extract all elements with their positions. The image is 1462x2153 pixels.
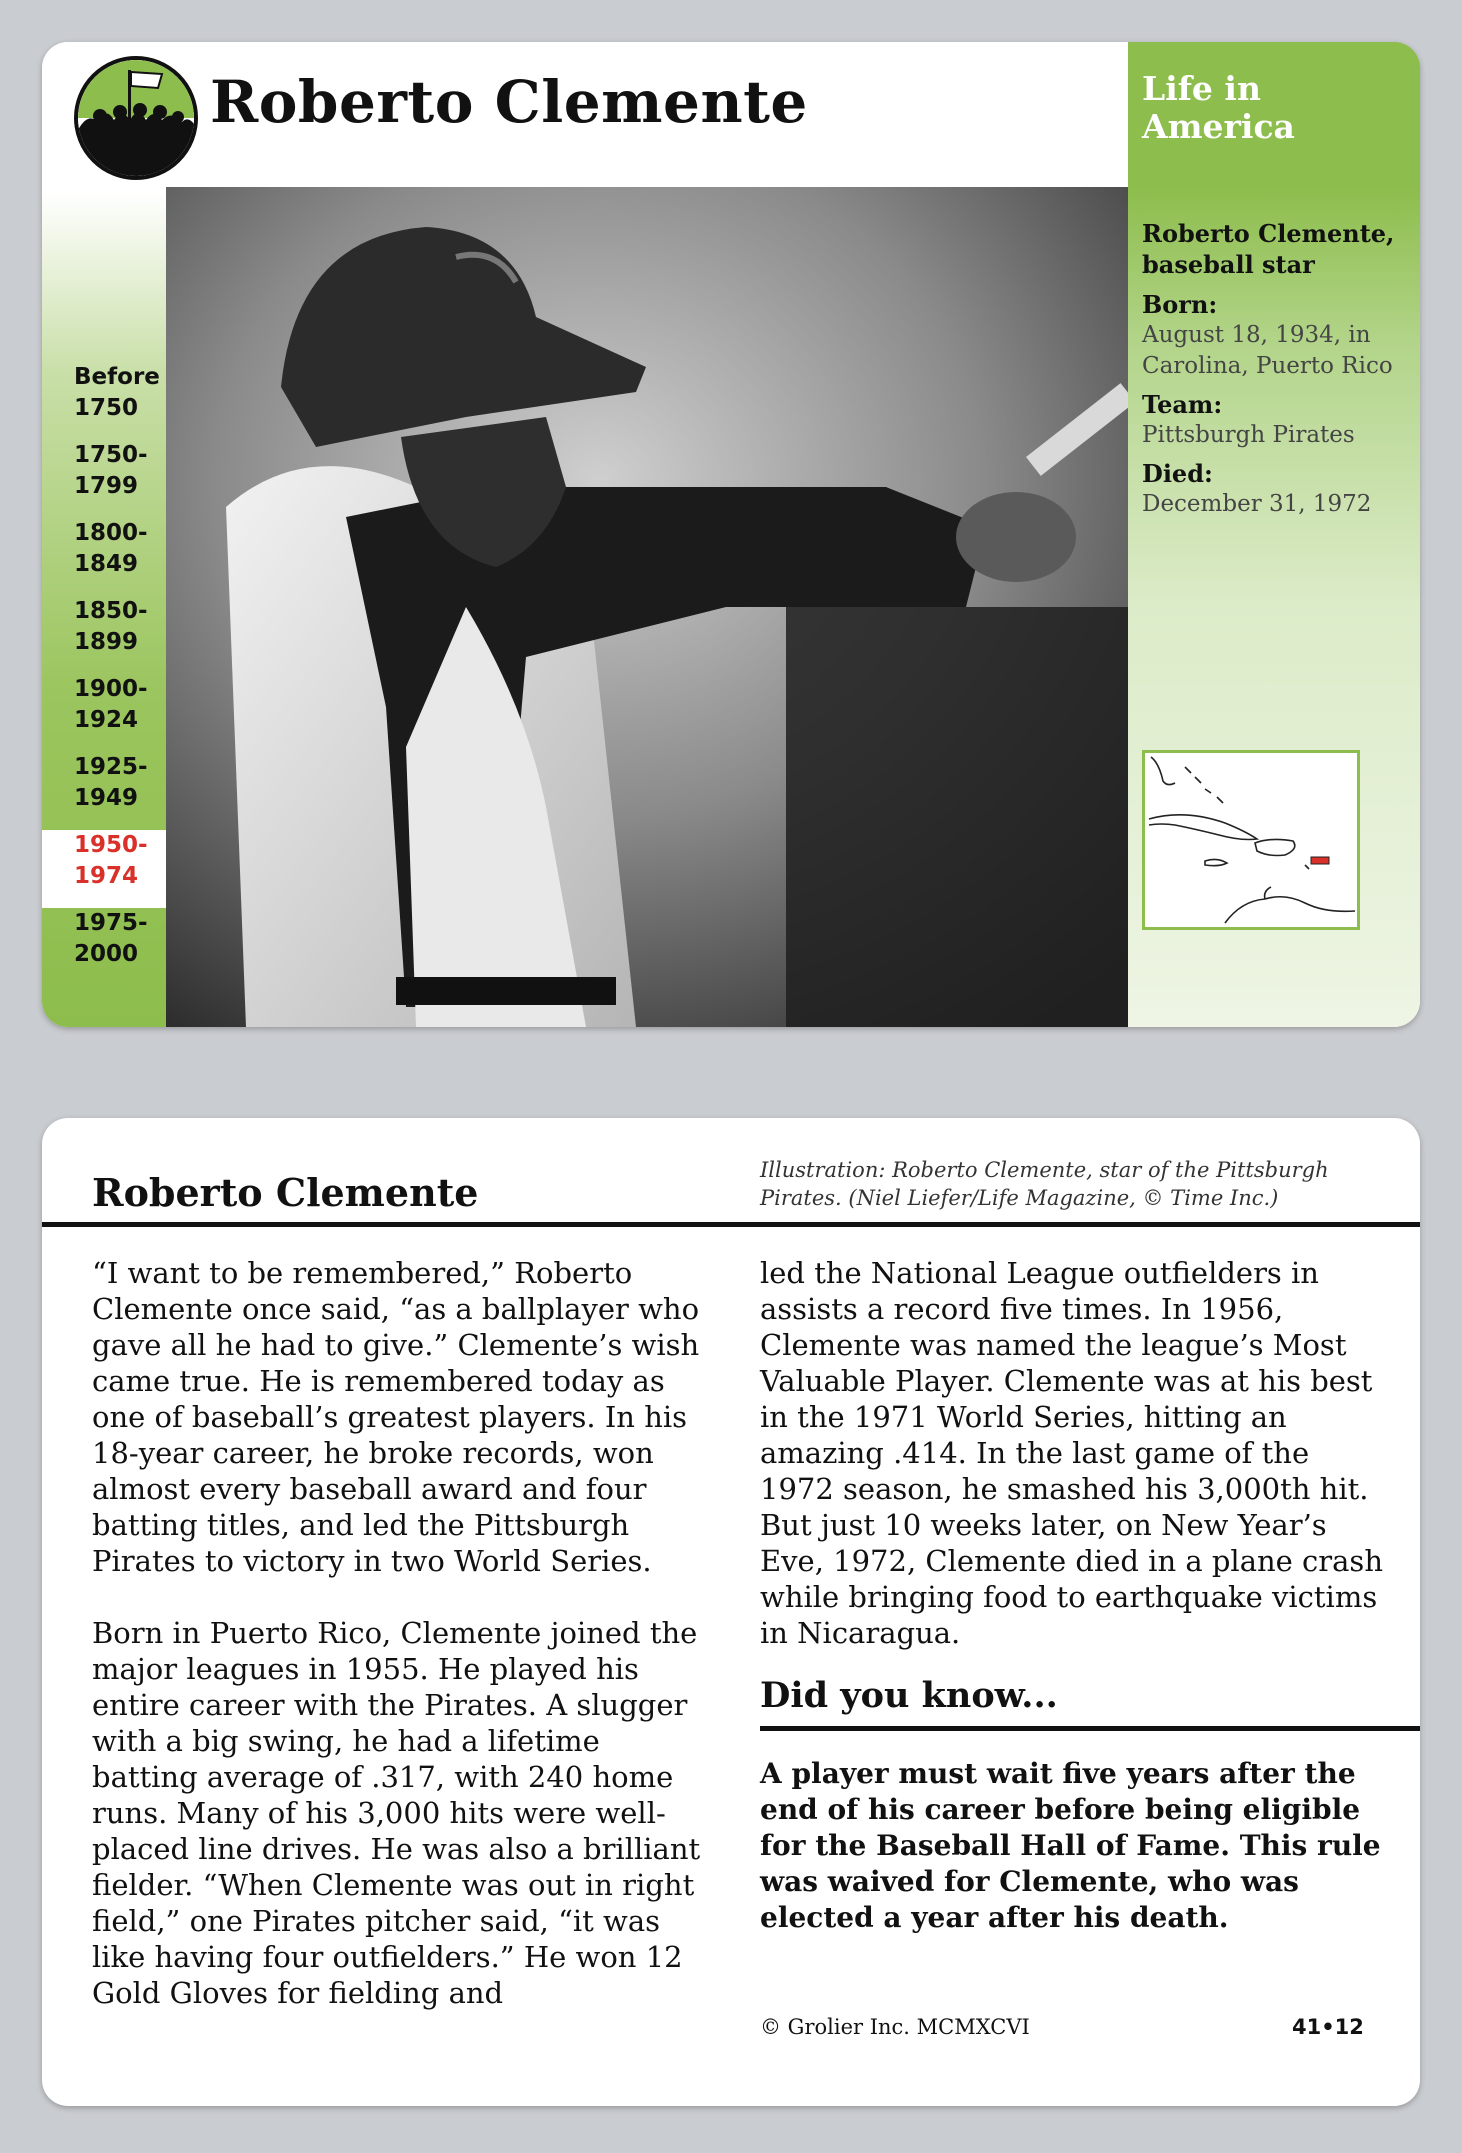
body-paragraph: led the National League outfielders in assists a record five times. In 1956, Clemente was named the league’s Most Valuable Player. Clemente was at his best in the 1971 World Series, hitting an amazing .414. In the last game of the 1972 season, he smashed his 3,000th hit. But just 10 weeks later, on New Year’s Eve, 1972, Clemente died in a plane crash while bringing food to earthquake victims in Nicaragua. bbox=[760, 1256, 1383, 1650]
born-label: Born: bbox=[1142, 290, 1218, 319]
back-title: Roberto Clemente bbox=[92, 1170, 479, 1215]
born-value: August 18, 1934, in Carolina, Puerto Rico bbox=[1142, 322, 1393, 379]
copyright: © Grolier Inc. MCMXCVI bbox=[760, 2015, 1030, 2039]
era-item: Before 1750 bbox=[74, 364, 160, 421]
caribbean-map bbox=[1142, 750, 1360, 930]
subject-label: Roberto Clemente, baseball star bbox=[1142, 219, 1395, 279]
era-item-active: 1950- 1974 bbox=[42, 830, 166, 908]
photo-caption: Illustration: Roberto Clemente, star of the Pittsburgh Pirates. (Niel Liefer/Life Magazine, © Time Inc.) bbox=[760, 1158, 1329, 1210]
team-value: Pittsburgh Pirates bbox=[1142, 422, 1355, 448]
section-title: Life in America bbox=[1142, 69, 1295, 146]
body-paragraph: “I want to be remembered,” Roberto Clemente once said, “as a ballplayer who gave all he had to give.” Clemente’s wish came true. He is remembered today as one of baseball’s greatest players. In his 18-year career, he broke records, won almost every baseball award and four batting titles, and led the Pittsburgh Pirates to victory in two World Series. bbox=[92, 1256, 700, 1578]
back-card bbox=[42, 1118, 1420, 2106]
died-label: Died: bbox=[1142, 459, 1213, 488]
died-value: December 31, 1972 bbox=[1142, 491, 1372, 517]
era-item: 1750- 1799 bbox=[74, 442, 148, 499]
team-label: Team: bbox=[1142, 390, 1223, 419]
card-number: 41•12 bbox=[1292, 2015, 1364, 2039]
body-paragraph: Born in Puerto Rico, Clemente joined the major leagues in 1955. He played his entire career with the Pirates. A slugger with a big swing, he had a lifetime batting average of .317, with 240 home runs. Many of his 3,000 hits were well-placed line drives. He was also a brilliant fielder. “When Clemente was out in right field,” one Pirates pitcher said, “it was like having four outfielders.” He won 12 Gold Gloves for fielding and bbox=[92, 1616, 701, 2010]
era-item: 1925- 1949 bbox=[74, 754, 148, 811]
card-title: Roberto Clemente bbox=[210, 68, 808, 136]
did-you-know-rule bbox=[760, 1726, 1420, 1731]
era-item: 1975- 2000 bbox=[74, 910, 148, 967]
era-item: 1800- 1849 bbox=[74, 520, 148, 577]
section-header bbox=[1128, 42, 1420, 187]
crowd-flag-logo-icon bbox=[74, 56, 198, 180]
era-list bbox=[42, 362, 166, 986]
body-column-2 bbox=[760, 1255, 1390, 1687]
did-you-know-text: A player must wait five years after the end of his career before being eligible for the Baseball Hall of Fame. This rule was waived for Clemente, who was elected a year after his death. bbox=[760, 1757, 1381, 1934]
info-body bbox=[1142, 182, 1412, 520]
front-card bbox=[42, 42, 1420, 1027]
body-column-1 bbox=[92, 1255, 712, 2047]
did-you-know-heading: Did you know... bbox=[760, 1675, 1058, 1716]
era-item: 1900- 1924 bbox=[74, 676, 148, 733]
header-rule bbox=[42, 1222, 1420, 1227]
era-item: 1850- 1899 bbox=[74, 598, 148, 655]
player-photo bbox=[166, 187, 1128, 1027]
